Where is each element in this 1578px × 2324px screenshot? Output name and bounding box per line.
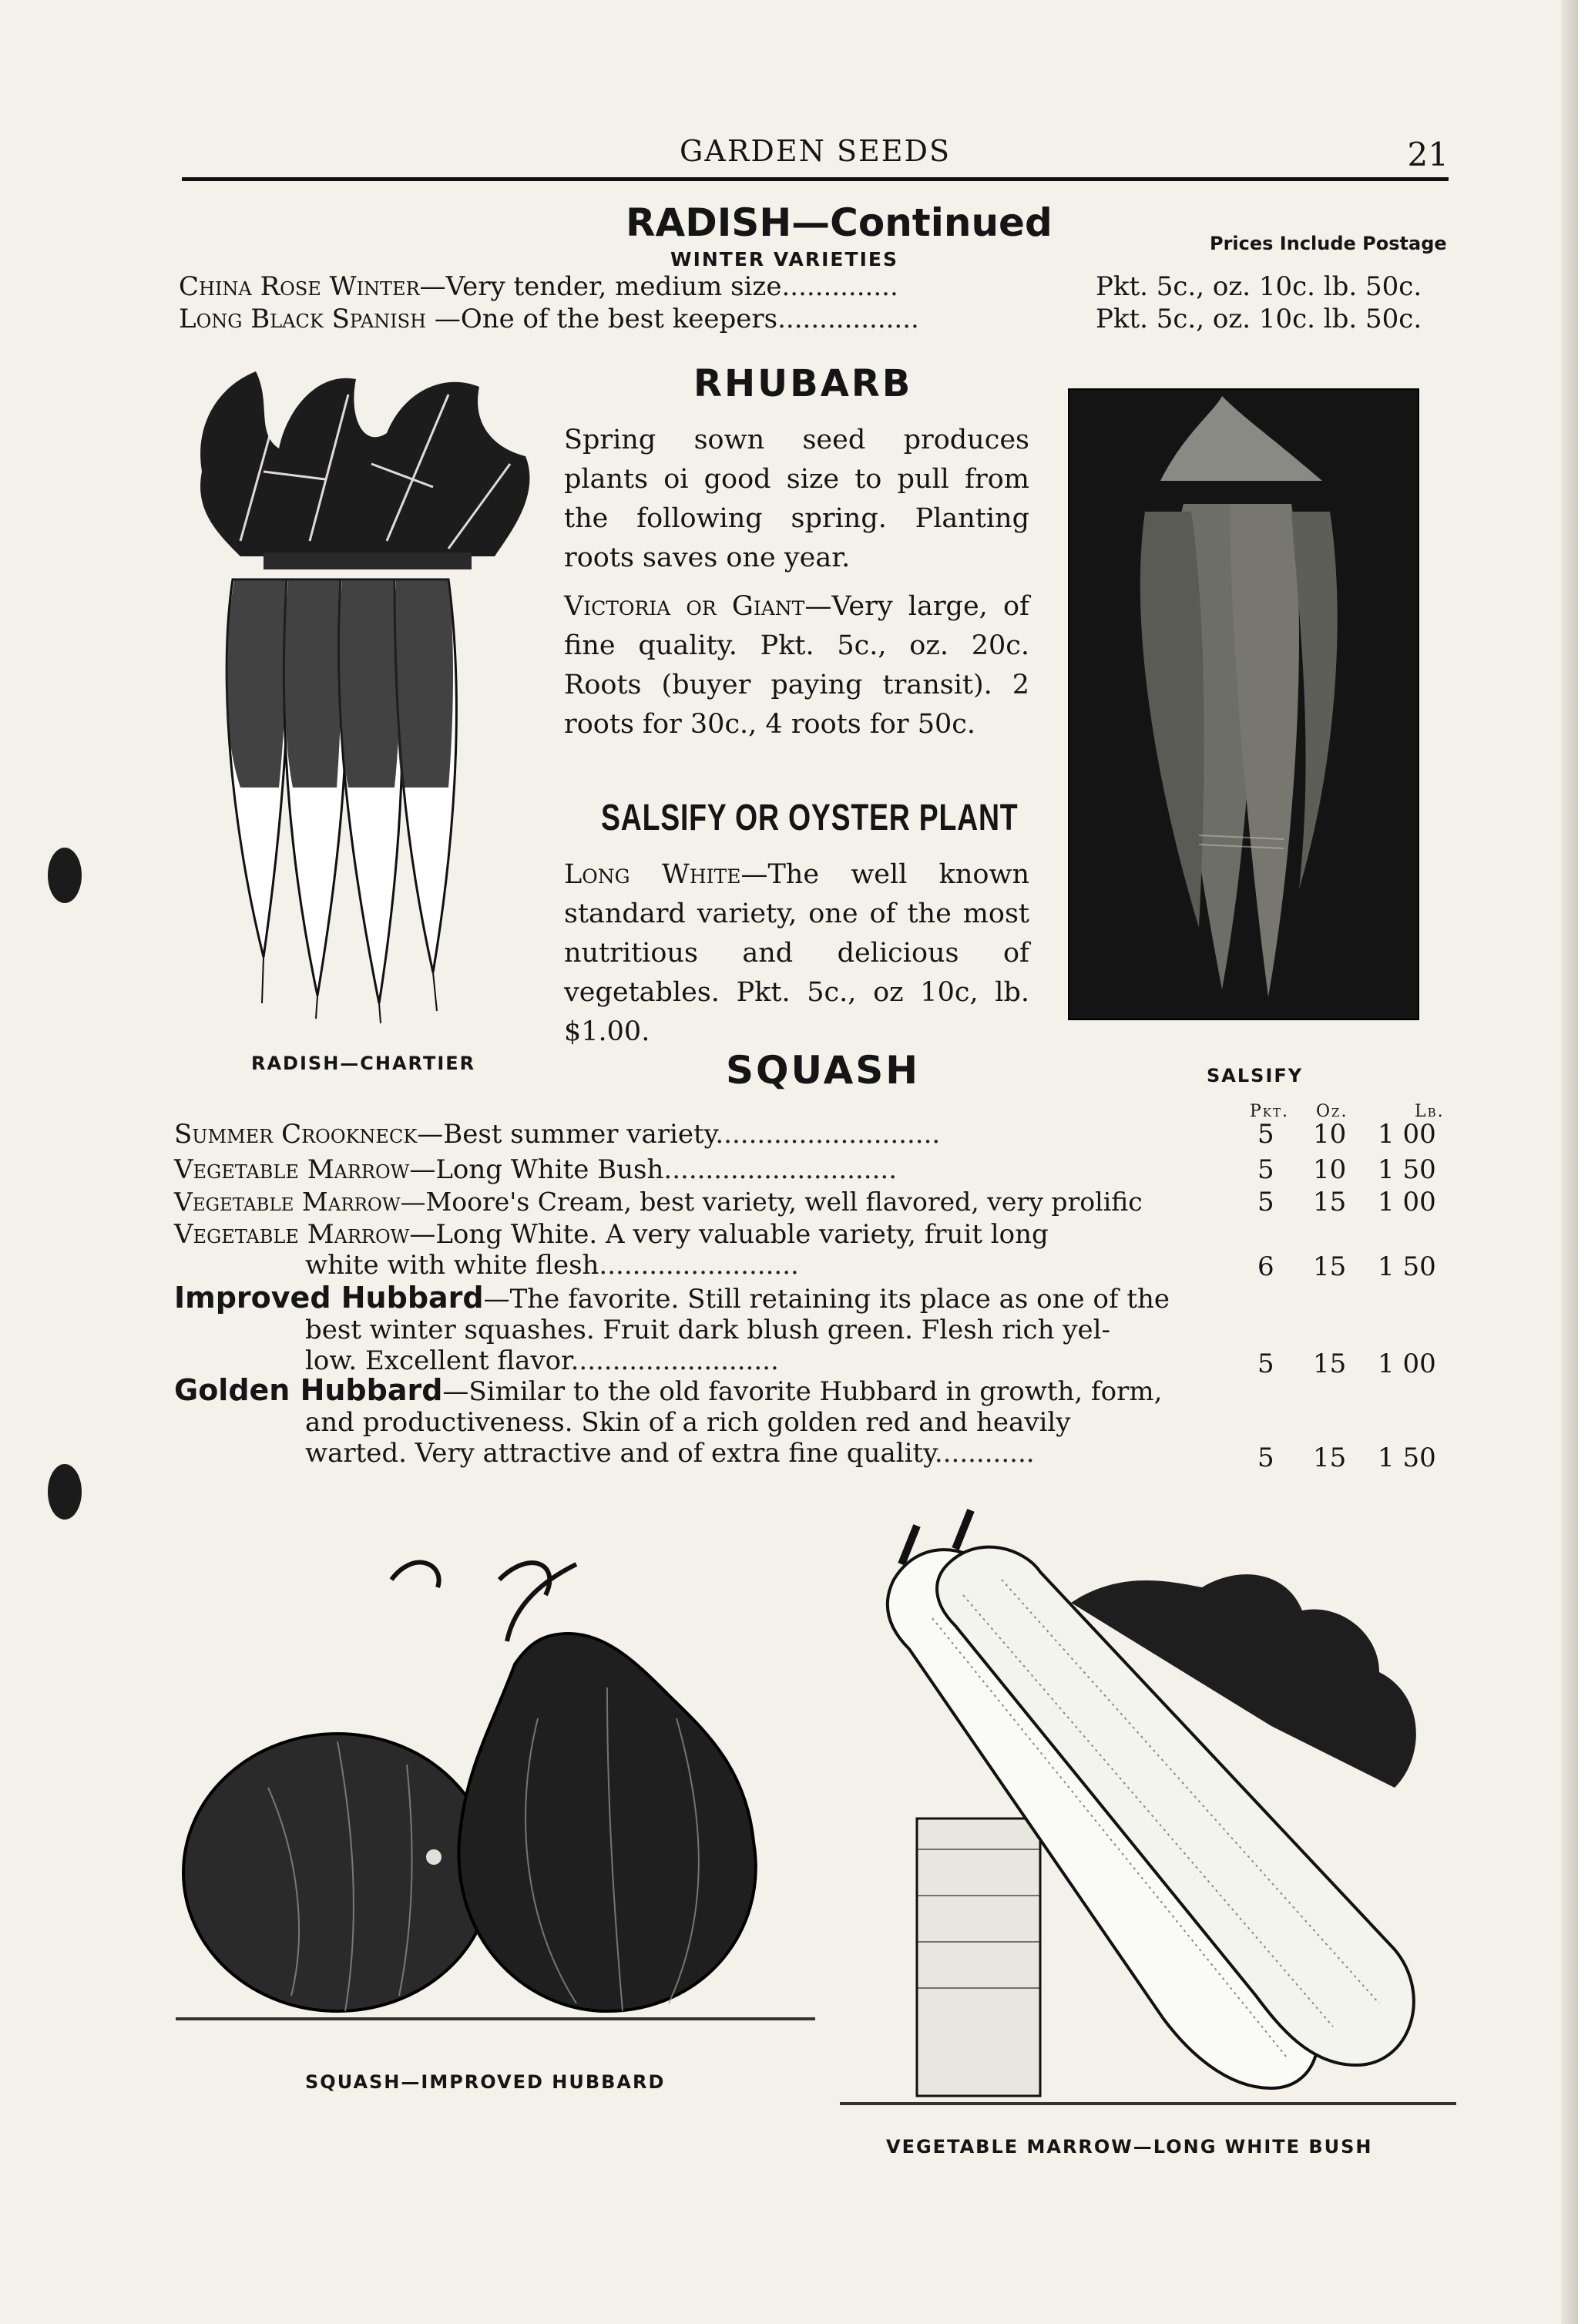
item-desc: —The favorite. Still retaining its place as one of the — [483, 1284, 1170, 1315]
radish-item: China Rose Winter—Very tender, medium size.............. — [179, 271, 898, 302]
item-name: Golden Hubbard — [174, 1373, 443, 1407]
variety-text: —Very large, of fine quality. Pkt. 5c., oz. 20c. Roots (buyer paying transit). 2 roots for 30c., 4 roots for 50c. — [564, 591, 1029, 740]
radish-price: Pkt. 5c., oz. 10c. lb. 50c. — [1096, 271, 1422, 302]
vegetable-marrow-illustration — [840, 1495, 1456, 2111]
radish-chartier-illustration — [171, 356, 556, 1026]
squash-pkt: 5 — [1257, 1442, 1274, 1473]
item-desc: —Very tender, medium size — [419, 271, 782, 302]
squash-oz: 15 — [1313, 1251, 1347, 1282]
page-number: 21 — [1407, 136, 1449, 173]
col-lb: Lb. — [1415, 1102, 1445, 1121]
salsify-caption: SALSIFY — [1207, 1065, 1304, 1086]
salsify-photo — [1068, 388, 1419, 1020]
squash-row: Vegetable Marrow—Long White. A very valuable variety, fruit long white with white flesh........................ — [174, 1219, 1049, 1281]
squash-oz: 10 — [1313, 1154, 1347, 1185]
item-desc: —Long White. A very valuable variety, fruit long — [409, 1219, 1049, 1250]
item-desc: —Moore's Cream, best variety, well flavored, very prolific — [400, 1187, 1143, 1217]
squash-pkt: 5 — [1257, 1119, 1274, 1150]
squash-oz: 10 — [1313, 1119, 1347, 1150]
squash-oz: 15 — [1313, 1187, 1347, 1217]
squash-lb: 1 00 — [1378, 1119, 1436, 1150]
item-desc: —Best summer variety — [417, 1119, 716, 1150]
item-desc-cont: low. Excellent flavor — [305, 1345, 571, 1376]
radish-item: Long Black Spanish —One of the best keepers................. — [179, 304, 919, 334]
item-name: Vegetable Marrow — [174, 1219, 410, 1250]
running-title: GARDEN SEEDS — [680, 134, 951, 168]
prices-note: Prices Include Postage — [1210, 233, 1447, 254]
col-oz: Oz. — [1316, 1102, 1348, 1121]
squash-lb: 1 00 — [1378, 1348, 1436, 1379]
item-name: China Rose Winter — [179, 271, 420, 302]
squash-row: Improved Hubbard—The favorite. Still retaining its place as one of the best winter squashes. Fruit dark blush green. Flesh rich yel- low. Excellent flavor......................... — [174, 1281, 1170, 1376]
item-name: Long Black Spanish — [179, 304, 427, 334]
squash-oz: 15 — [1313, 1348, 1347, 1379]
squash-pkt: 6 — [1257, 1251, 1274, 1282]
squash-lb: 1 50 — [1378, 1154, 1436, 1185]
item-desc: —Similar to the old favorite Hubbard in growth, form, — [442, 1376, 1163, 1407]
hubbard-squash-illustration — [176, 1533, 815, 2042]
salsify-variety — [564, 855, 1029, 1052]
item-desc-cont: and productiveness. Skin of a rich golden red and heavily — [305, 1407, 1071, 1438]
marrow-caption: VEGETABLE MARROW—LONG WHITE BUSH — [886, 2136, 1373, 2158]
rhubarb-variety — [564, 587, 1029, 744]
squash-row: Golden Hubbard—Similar to the old favorite Hubbard in growth, form, and productiveness. Skin of a rich golden red and heavily warted. Very attractive and of extra fine quality............ — [174, 1373, 1163, 1469]
squash-pkt: 5 — [1257, 1154, 1274, 1185]
page-header — [182, 129, 1449, 173]
item-name: Improved Hubbard — [174, 1281, 484, 1315]
variety-text: —The well known standard variety, one of the most nutritious and delicious of vegetables. Pkt. 5c., oz 10c, lb. $1.00. — [564, 859, 1029, 1047]
squash-pkt: 5 — [1257, 1348, 1274, 1379]
item-desc: —One of the best keepers — [426, 304, 778, 334]
variety-name: Victoria or Giant — [564, 591, 805, 622]
radish-price: Pkt. 5c., oz. 10c. lb. 50c. — [1096, 304, 1422, 334]
salsify-heading: SALSIFY OR OYSTER PLANT — [601, 798, 1019, 838]
binding-hole — [48, 848, 82, 903]
item-desc-cont: best winter squashes. Fruit dark blush green. Flesh rich yel- — [305, 1315, 1110, 1345]
rhubarb-heading: RHUBARB — [693, 362, 913, 405]
squash-row — [174, 1187, 1143, 1217]
item-desc-cont: warted. Very attractive and of extra fine quality — [305, 1438, 935, 1469]
radish-heading: RADISH—Continued — [626, 200, 1053, 245]
item-name: Vegetable Marrow — [174, 1187, 401, 1217]
variety-name: Long White — [564, 859, 741, 890]
item-desc: —Long White Bush — [409, 1154, 664, 1185]
col-pkt: Pkt. — [1250, 1102, 1290, 1121]
squash-lb: 1 50 — [1378, 1442, 1436, 1473]
squash-oz: 15 — [1313, 1442, 1347, 1473]
winter-varieties-subheading: WINTER VARIETIES — [670, 248, 898, 270]
rhubarb-intro: Spring sown seed produces plants oi good size to pull from the following spring. Planting roots saves one year. — [564, 425, 1029, 573]
squash-heading: SQUASH — [726, 1048, 921, 1093]
squash-row: Vegetable Marrow—Long White Bush............................ — [174, 1154, 898, 1185]
squash-lb: 1 50 — [1378, 1251, 1436, 1282]
squash-pkt: 5 — [1257, 1187, 1274, 1217]
item-desc-cont: white with white flesh — [305, 1250, 599, 1281]
item-name: Vegetable Marrow — [174, 1154, 410, 1185]
item-name: Summer Crookneck — [174, 1119, 418, 1150]
binding-hole — [48, 1464, 82, 1520]
header-rule — [182, 177, 1449, 181]
squash-row: Summer Crookneck—Best summer variety........................... — [174, 1119, 941, 1150]
squash-lb: 1 00 — [1378, 1187, 1436, 1217]
hubbard-caption: SQUASH—IMPROVED HUBBARD — [305, 2071, 666, 2093]
page-edge — [1561, 0, 1578, 2324]
radish-caption: RADISH—CHARTIER — [251, 1053, 476, 1074]
